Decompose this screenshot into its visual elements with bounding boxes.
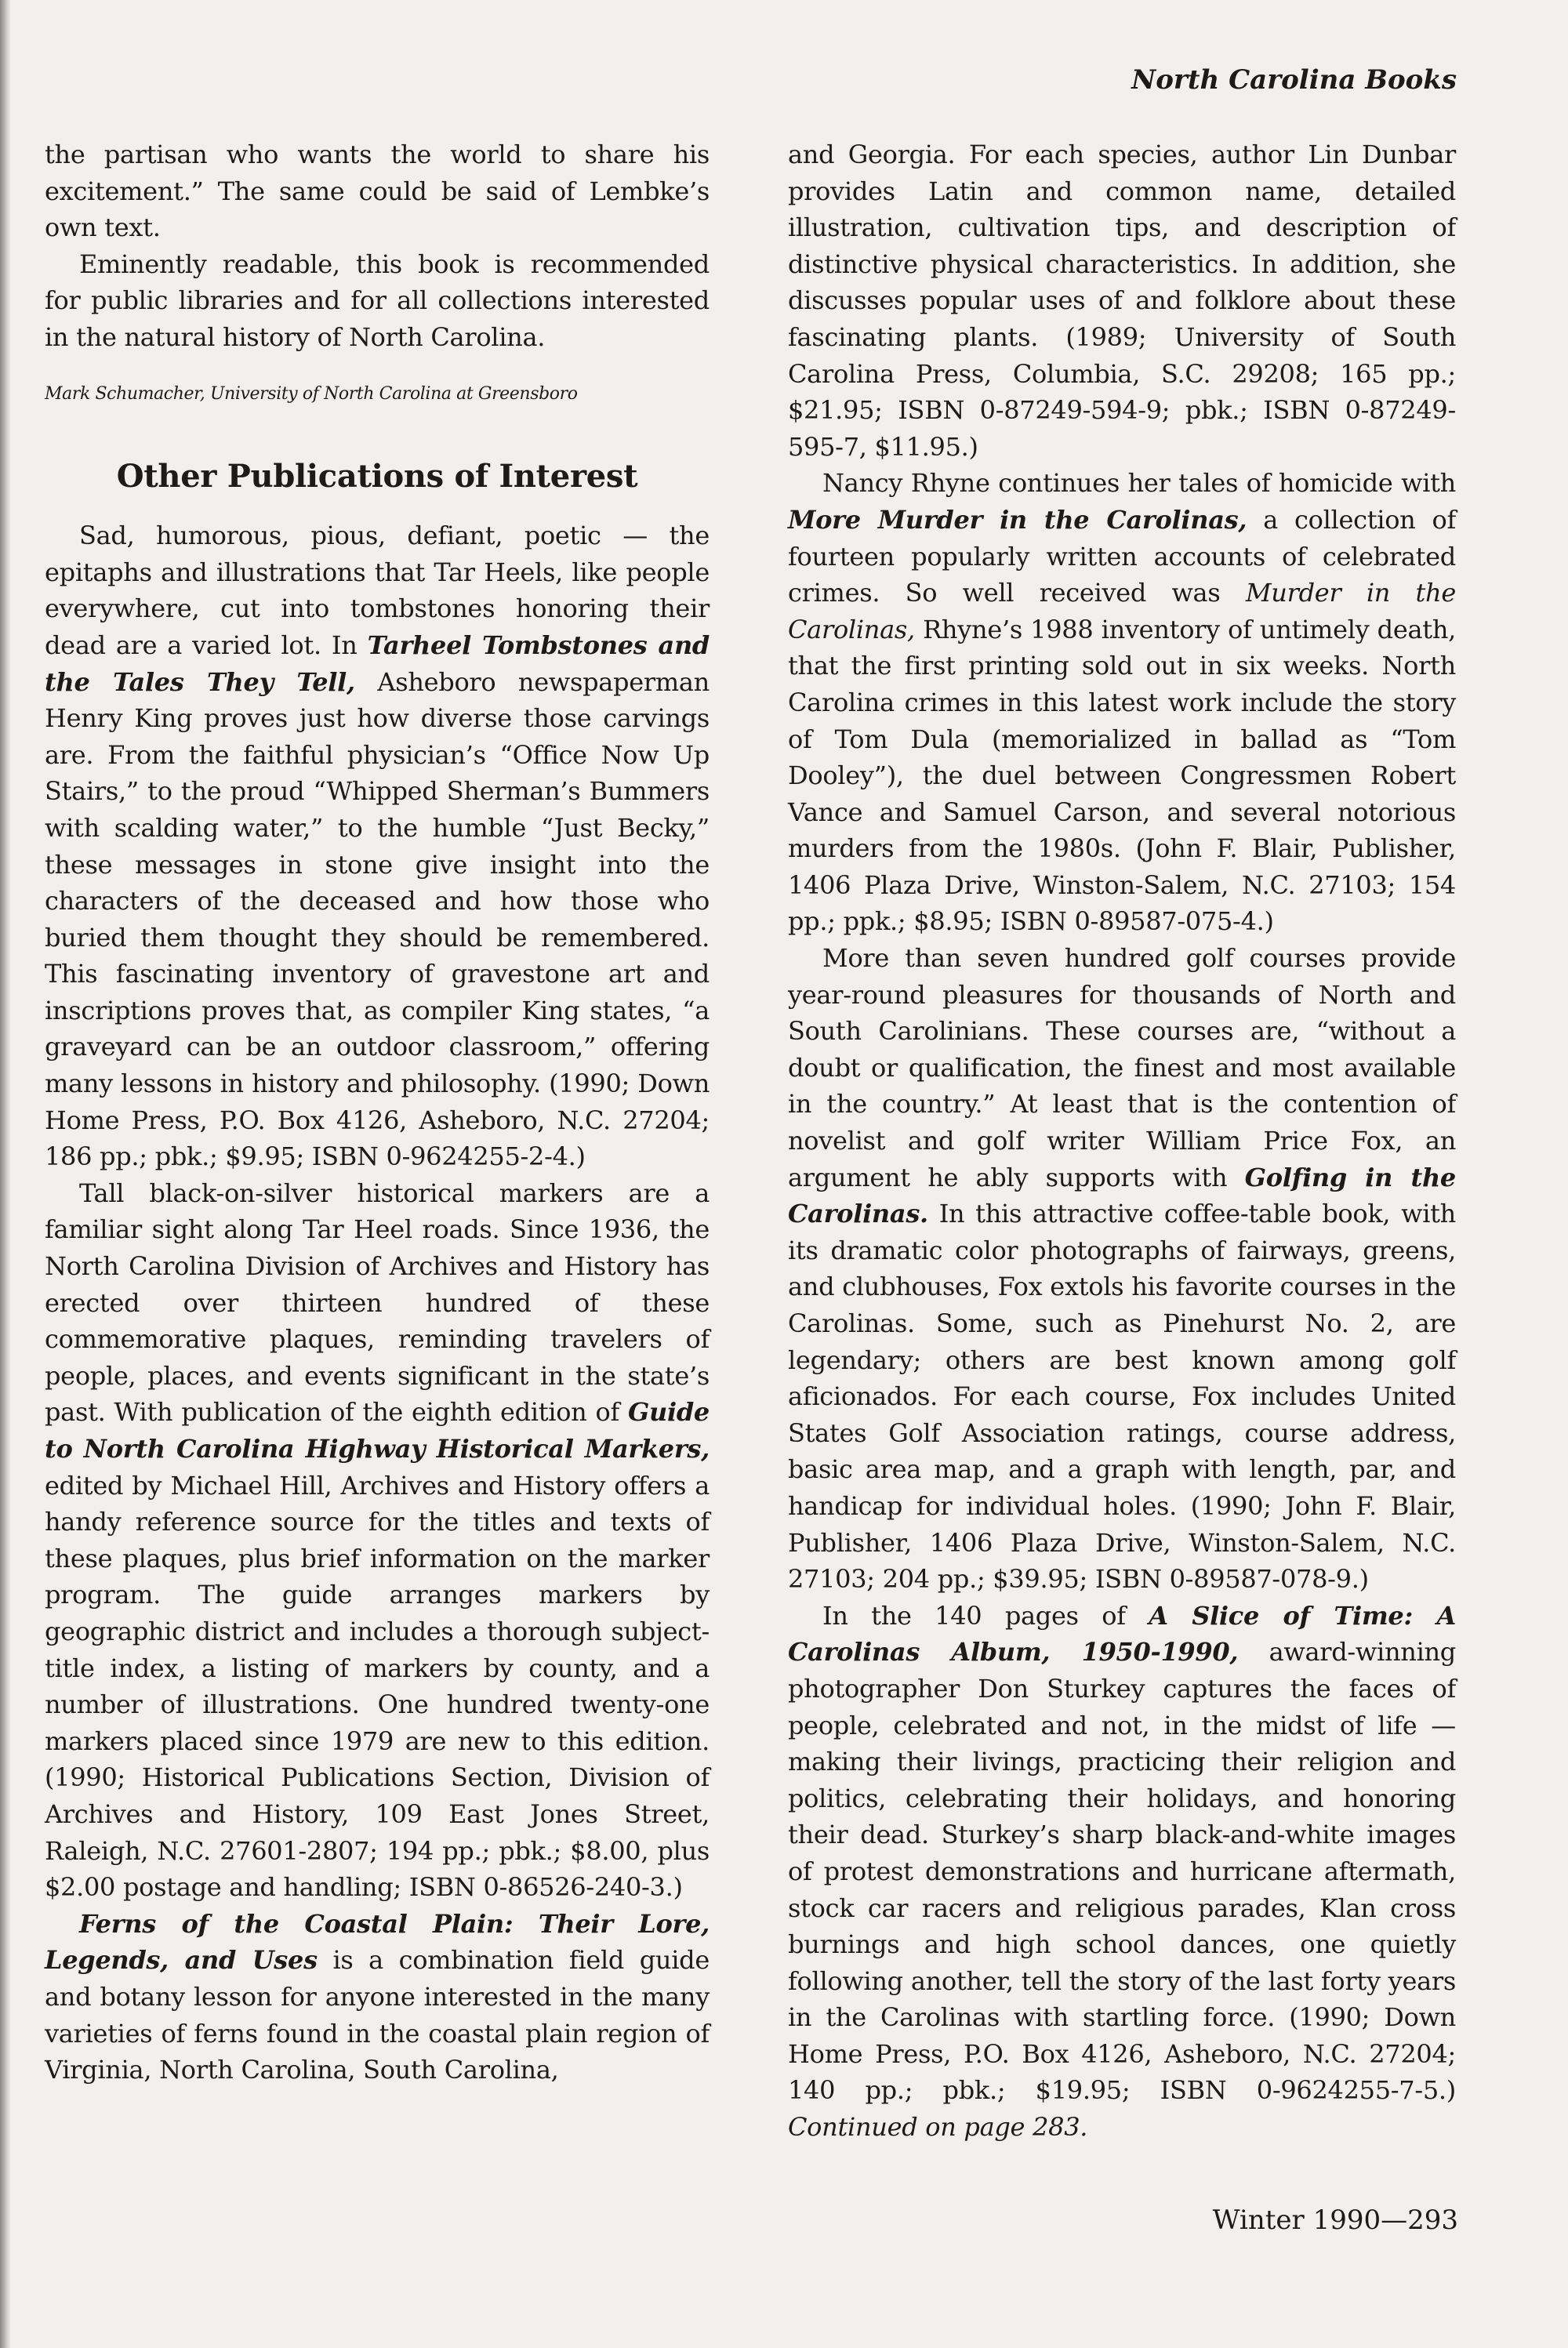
text-run: Rhyne’s 1988 inventory of untimely death, that the first printing sold out in six weeks. North Carolina crimes in this latest work include the story of Tom Dula (memorialized in ballad as “Tom Dooley”), the duel between Congressmen Robert Vance and Samuel Carson, and several notorious murders from the 1980s. (John F. Blair, Publisher, 1406 Plaza Drive, Winston-Salem, N.C. 27103; 154 pp.; ppk.; $8.95; ISBN 0-89587-075-4.) (788, 614, 1456, 937)
page-binding-edge (0, 0, 11, 2348)
text-run: and Georgia. For each species, author Lin Dunbar provides Latin and common name, detailed illustration, cultivation tips, and description of distinctive physical characteristics. In addition, she discusses popular uses of and folklore about these fascinating plants. (1989; University of South Carolina Press, Columbia, S.C. 29208; 165 pp.; $21.95; ISBN 0-87249-594-9; pbk.; ISBN 0-87249-595-7, $11.95.) (788, 140, 1456, 462)
page-folio: Winter 1990—293 (1212, 2205, 1458, 2236)
review-byline (45, 376, 710, 413)
text-run: In the 140 pages of (822, 1600, 1149, 1631)
running-head: North Carolina Books (1131, 64, 1457, 96)
paragraph (788, 940, 1456, 1598)
book-title: More Murder in the Carolinas, (788, 504, 1247, 535)
text-run: Eminently readable, this book is recommended for public libraries and for all collections interested in the natural history of North Carolina. (45, 249, 710, 352)
text-run: Sad, humorous, pious, defiant, poetic — the epitaphs and illustrations that Tar Heels, like people everywhere, cut into tombstones honoring their dead are a varied lot. In (45, 521, 710, 660)
text-run: Other Publications of Interest (116, 458, 638, 495)
paragraph (788, 1598, 1456, 2146)
left-column (45, 136, 710, 2089)
text-run: is a combination field guide and botany lesson for anyone interested in the many varieties of ferns found in the coastal plain region of Virginia, North Carolina, South Carolina, (45, 1945, 710, 2085)
text-run: Mark Schumacher, University of North Carolina at Greensboro (45, 383, 578, 404)
book-title: Golfing in the Carolinas. (788, 1162, 1456, 1229)
paragraph (788, 465, 1456, 940)
paragraph (45, 246, 710, 356)
book-title: Tarheel Tombstones and the Tales They Tell, (45, 630, 710, 697)
text-run: Asheboro newspaperman Henry King proves just how diverse those carvings are. From the faithful physician’s “Office Now Up Stairs,” to the proud “Whipped Sherman’s Bummers with scalding water,” to the humble “Just Becky,” these messages in stone give insight into the characters of the deceased and how those who buried them thought they should be remembered. This fascinating inventory of gravestone art and inscriptions proves that, as compiler King states, “a graveyard can be an outdoor classroom,” offering many lessons in history and philosophy. (1990; Down Home Press, P.O. Box 4126, Asheboro, N.C. 27204; 186 pp.; pbk.; $9.95; ISBN 0-9624255-2-4.) (45, 666, 710, 1172)
paragraph (45, 1906, 710, 2089)
paragraph (45, 517, 710, 1175)
italic-text: Continued on page 283. (788, 2112, 1088, 2143)
book-title: A Slice of Time: A Carolinas Album, 1950-1990, (788, 1600, 1456, 1668)
text-run: Nancy Rhyne continues her tales of homicide with (822, 468, 1456, 499)
text-run: In this attractive coffee-table book, with its dramatic color photographs of fairways, greens, and clubhouses, Fox extols his favorite courses in the Carolinas. Some, such as Pinehurst No. 2, are legendary; others are best known among golf aficionados. For each course, Fox includes United States Golf Association ratings, course address, basic area map, and a graph with length, par, and handicap for individual holes. (1990; John F. Blair, Publisher, 1406 Plaza Drive, Winston-Salem, N.C. 27103; 204 pp.; $39.95; ISBN 0-89587-078-9.) (788, 1199, 1456, 1595)
right-column (788, 136, 1456, 2146)
text-run: Tall black-on-silver historical markers are a familiar sight along Tar Heel roads. Since 1936, the North Carolina Division of Archives and History has erected over thirteen hundred of these commemorative plaques, reminding travelers of people, places, and events significant in the state’s past. With publication of the eighth edition of (45, 1178, 710, 1428)
book-title: Guide to North Carolina Highway Historical Markers, (45, 1397, 710, 1464)
paragraph (45, 136, 710, 246)
text-run: award-winning photographer Don Sturkey captures the faces of people, celebrated and not, in the midst of life — making their livings, practicing their religion and politics, celebrating their holidays, and honoring their dead. Sturkey’s sharp black-and-white images of protest demonstrations and hurricane aftermath, stock car racers and religious parades, Klan cross burnings and high school dances, one quietly following another, tell the story of the last forty years in the Carolinas with startling force. (1990; Down Home Press, P.O. Box 4126, Asheboro, N.C. 27204; 140 pp.; pbk.; $19.95; ISBN 0-9624255-7-5.) (788, 1637, 1456, 2106)
book-title: Ferns of the Coastal Plain: Their Lore, Legends, and Uses (45, 1908, 710, 1976)
section-heading (45, 453, 710, 500)
text-run: a collection of fourteen popularly written accounts of celebrated crimes. So well received was (788, 504, 1456, 608)
text-run: the partisan who wants the world to share his excitement.” The same could be said of Lembke’s own text. (45, 140, 710, 243)
italic-text: Murder in the Carolinas, (788, 578, 1456, 644)
text-run: edited by Michael Hill, Archives and History offers a handy reference source for the titles and texts of these plaques, plus brief information on the marker program. The guide arranges markers by geographic district and includes a thorough subject-title index, a listing of markers by county, and a number of illustrations. One hundred twenty-one markers placed since 1979 are new to this edition. (1990; Historical Publications Section, Division of Archives and History, 109 East Jones Street, Raleigh, N.C. 27601-2807; 194 pp.; pbk.; $8.00, plus $2.00 postage and handling; ISBN 0-86526-240-3.) (45, 1470, 710, 1903)
text-run: More than seven hundred golf courses provide year-round pleasures for thousands of North and South Carolinians. These courses are, “without a doubt or qualification, the finest and most available in the country.” At least that is the contention of novelist and golf writer William Price Fox, an argument he ably supports with (788, 943, 1456, 1192)
paragraph (788, 136, 1456, 465)
paragraph (45, 1175, 710, 1906)
